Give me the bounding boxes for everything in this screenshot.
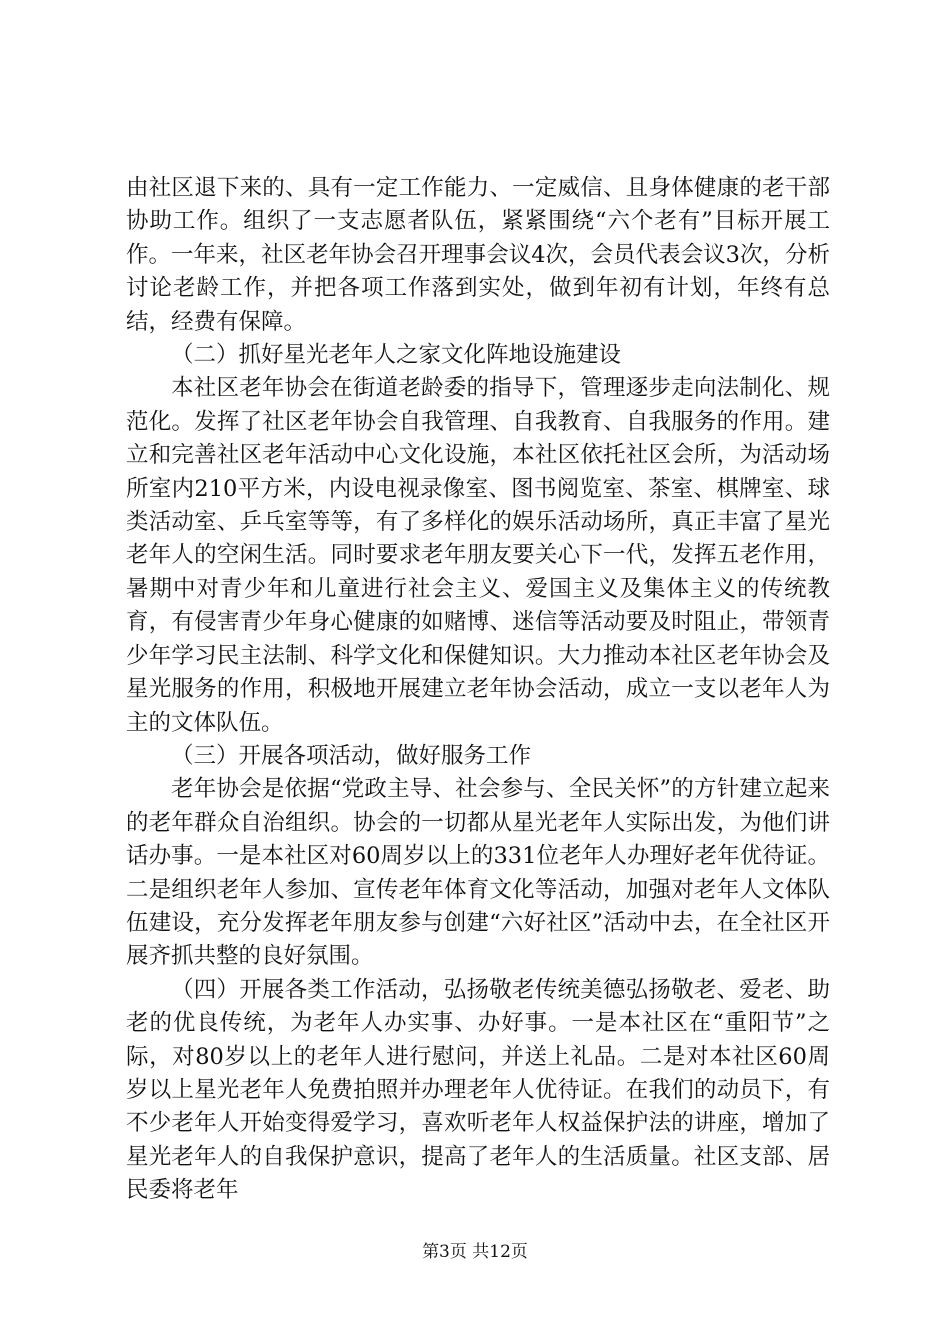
paragraph-respect-elderly: （四）开展各类工作活动，弘扬敬老传统美德弘扬敬老、爱老、助老的优良传统，为老年人办实事、办好事。一是本社区在“重阳节”之际，对80岁以上的老年人进行慰问，并送上礼品。二是对本社区60周岁以上星光老年人免费拍照并办理老年人优待证。在我们的动员下，有不少老年人开始变得爱学习，喜欢听老年人权益保护法的讲座，增加了星光老年人的自我保护意识，提高了老年人的生活质量。社区支部、居民委将老年 [126, 976, 830, 1204]
document-body [126, 172, 830, 1208]
paragraph-continued: 由社区退下来的、具有一定工作能力、一定威信、且身体健康的老干部协助工作。组织了一支志愿者队伍，紧紧围绕“六个老有”目标开展工作。一年来，社区老年协会召开理事会议4次，会员代表会议3次，分析讨论老龄工作，并把各项工作落到实处，做到年初有计划，年终有总结，经费有保障。 [126, 175, 830, 335]
paragraph-culture-facilities: 本社区老年协会在街道老龄委的指导下，管理逐步走向法制化、规范化。发挥了社区老年协会自我管理、自我教育、自我服务的作用。建立和完善社区老年活动中心文化设施，本社区依托社区会所，为活动场所室内210平方米，内设电视录像室、图书阅览室、茶室、棋牌室、球类活动室、乒乓室等等，有了多样化的娱乐活动场所，真正丰富了星光老年人的空闲生活。同时要求老年朋友要关心下一代，发挥五老作用，暑期中对青少年和儿童进行社会主义、爱国主义及集体主义的传统教育，有侵害青少年身心健康的如赌博、迷信等活动要及时阻止，带领青少年学习民主法制、科学文化和保健知识。大力推动本社区老年协会及星光服务的作用，积极地开展建立老年协会活动，成立一支以老年人为主的文体队伍。 [126, 375, 830, 736]
section-heading-3: （三）开展各项活动，做好服务工作 [171, 742, 532, 769]
section-heading-2: （二）抓好星光老年人之家文化阵地设施建设 [171, 342, 622, 369]
page-number-footer: 第3页 共12页 [422, 1242, 528, 1262]
paragraph-association-services: 老年协会是依据“党政主导、社会参与、全民关怀”的方针建立起来的老年群众自治组织。协会的一切都从星光老年人实际出发，为他们讲话办事。一是本社区对60周岁以上的331位老年人办理好老年优待证。二是组织老年人参加、宣传老年体育文化等活动，加强对老年人文体队伍建设，充分发挥老年朋友参与创建“六好社区”活动中去，在全社区开展齐抓共整的良好氛围。 [126, 776, 830, 970]
